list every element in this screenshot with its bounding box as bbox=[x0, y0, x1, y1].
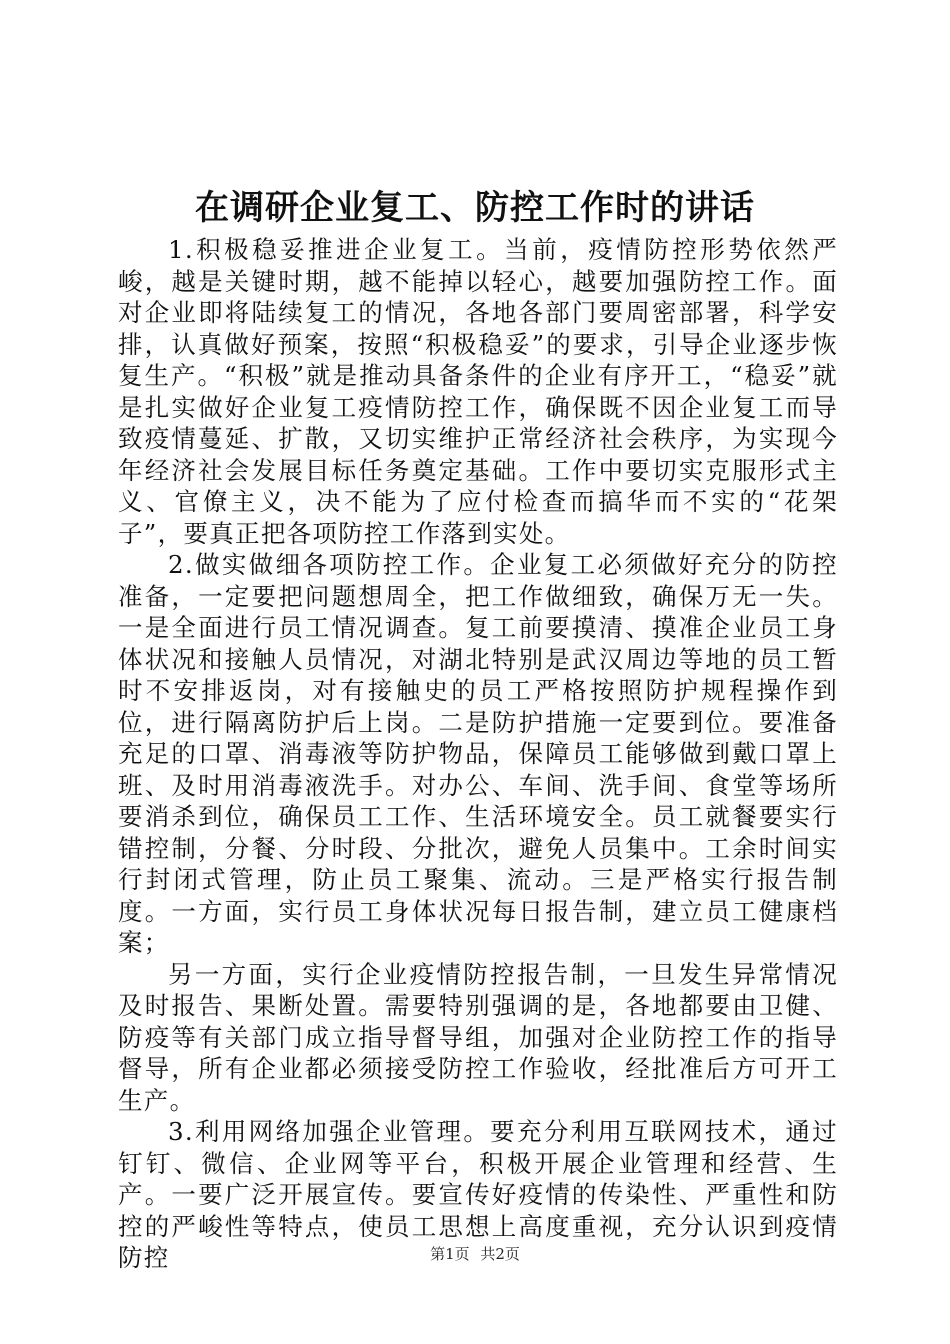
paragraph-4: 3.利用网络加强企业管理。要充分利用互联网技术，通过钉钉、微信、企业网等平台，积极开展企业管理和经营、生产。一要广泛开展宣传。要宣传好疫情的传染性、严重性和防控的严峻性等特点，使员工思想上高度重视，充分认识到疫情防控 bbox=[118, 1117, 838, 1272]
page-number: 第1页 bbox=[430, 1245, 470, 1263]
paragraph-3: 另一方面，实行企业疫情防控报告制，一旦发生异常情况及时报告、果断处置。需要特别强调的是，各地都要由卫健、防疫等有关部门成立指导督导组，加强对企业防控工作的指导督导，所有企业都必须接受防控工作验收，经批准后方可开工生产。 bbox=[118, 959, 838, 1115]
document-title: 在调研企业复工、防控工作时的讲话 bbox=[195, 188, 755, 228]
paragraph-2: 2.做实做细各项防控工作。企业复工必须做好充分的防控准备，一定要把问题想周全，把工作做细致，确保万无一失。一是全面进行员工情况调查。复工前要摸清、摸准企业员工身体状况和接触人员情况，对湖北特别是武汉周边等地的员工暂时不安排返岗，对有接触史的员工严格按照防护规程操作到位，进行隔离防护后上岗。二是防护措施一定要到位。要准备充足的口罩、消毒液等防护物品，保障员工能够做到戴口罩上班、及时用消毒液洗手。对办公、车间、洗手间、食堂等场所要消杀到位，确保员工工作、生活环境安全。员工就餐要实行错控制，分餐、分时段、分批次，避免人员集中。工余时间实行封闭式管理，防止员工聚集、流动。三是严格实行报告制度。一方面，实行员工身体状况每日报告制，建立员工健康档案； bbox=[118, 550, 838, 957]
paragraph-1: 1.积极稳妥推进企业复工。当前，疫情防控形势依然严峻，越是关键时期，越不能掉以轻心，越要加强防控工作。面对企业即将陆续复工的情况，各地各部门要周密部署，科学安排，认真做好预案，按照“积极稳妥”的要求，引导企业逐步恢复生产。“积极”就是推动具备条件的企业有序开工，“稳妥”就是扎实做好企业复工疫情防控工作，确保既不因企业复工而导致疫情蔓延、扩散，又切实维护正常经济社会秩序，为实现今年经济社会发展目标任务奠定基础。工作中要切实克服形式主义、官僚主义，决不能为了应付检查而搞华而不实的“花架子”，要真正把各项防控工作落到实处。 bbox=[118, 235, 838, 548]
page-footer bbox=[0, 1244, 950, 1264]
document-body bbox=[118, 234, 838, 1274]
page-total: 共2页 bbox=[480, 1245, 520, 1263]
